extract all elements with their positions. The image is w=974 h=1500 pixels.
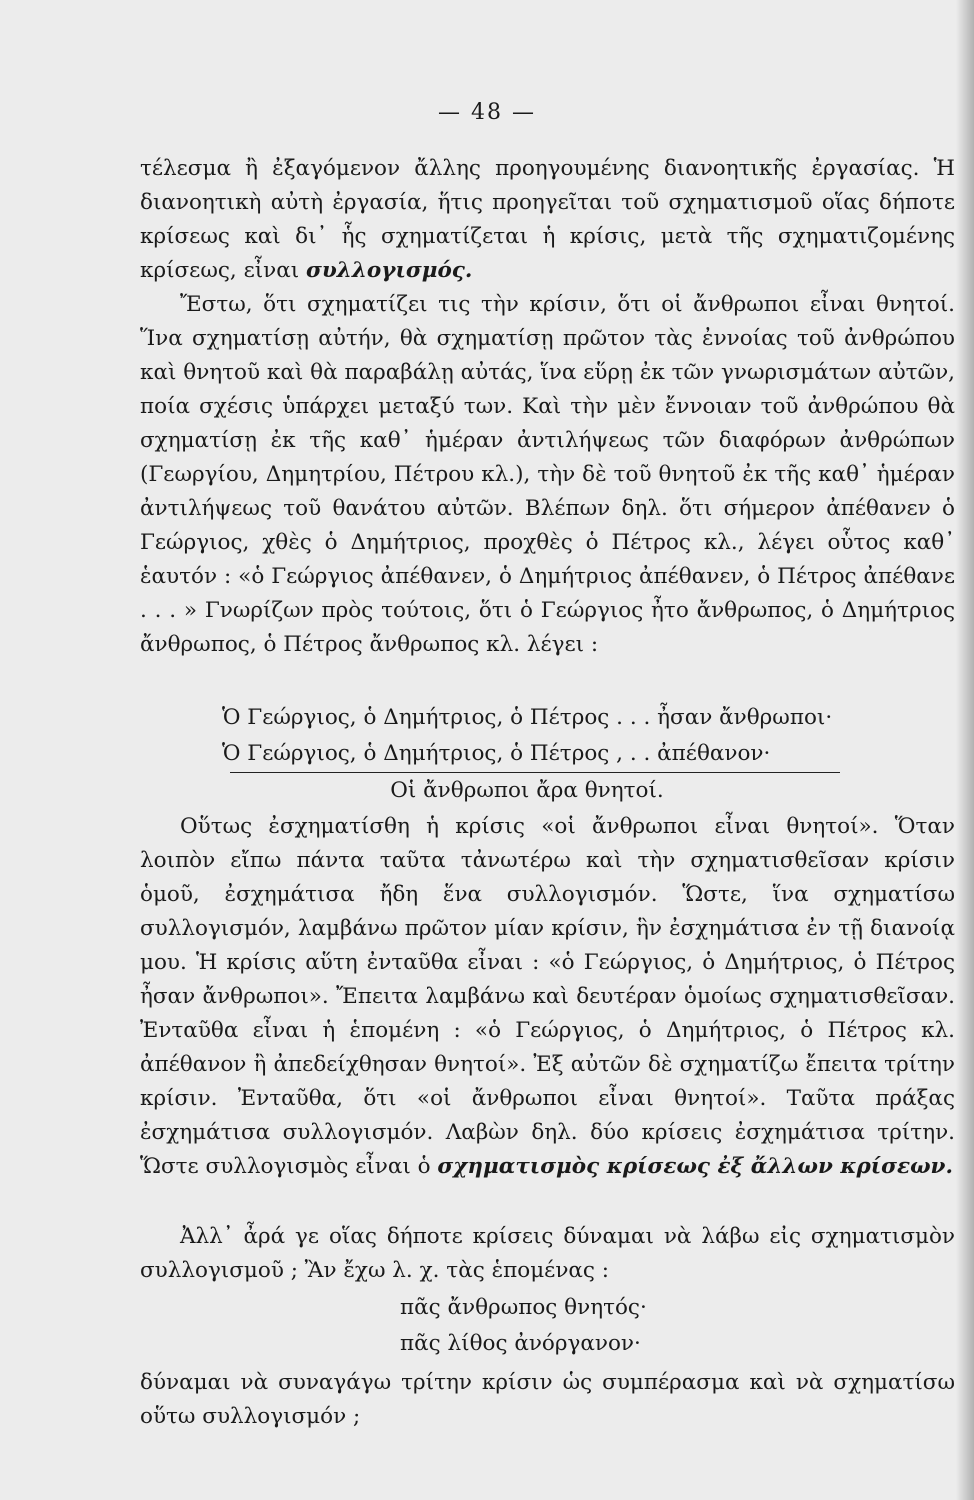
- paragraph-2: Ἔστω, ὅτι σχηματίζει τις τὴν κρίσιν, ὅτι οἱ ἄνθρωποι εἶναι θνητοί. Ἵνα σχηματίσῃ αὐτήν, θὰ σχηματίσῃ πρῶτον τὰς ἐννοίας τοῦ ἀνθρώπου καὶ θνητοῦ καὶ θὰ παραβάλῃ αὐτάς, ἵνα εὕρῃ ἐκ τῶν γνωρισμάτων αὐτῶν, ποία σχέσις ὑπάρχει μεταξύ των. Καὶ τὴν μὲν ἔννοιαν τοῦ ἀνθρώπου θὰ σχηματίσῃ ἐκ τῆς καθ᾿ ἡμέραν ἀντιλήψεως τῶν διαφόρων ἀνθρώπων (Γεωργίου, Δημητρίου, Πέτρου κλ.), τὴν δὲ τοῦ θνητοῦ ἐκ τῆς καθ᾿ ἡμέραν ἀντιλήψεως τοῦ θανάτου αὐτῶν. Βλέπων δηλ. ὅτι σήμερον ἀπέθανεν ὁ Γεώργιος, χθὲς ὁ Δημήτριος, προχθὲς ὁ Πέτρος κλ., λέγει οὗτος καθ᾿ ἑαυτόν : «ὁ Γεώργιος ἀπέθανεν, ὁ Δημήτριος ἀπέθανεν, ὁ Πέτρος ἀπέθανε . . . » Γνωρίζων πρὸς τούτοις, ὅτι ὁ Γεώργιος ἦτο ἄνθρωπος, ὁ Δημήτριος ἄνθρωπος, ὁ Πέτρος ἄνθρωπος κλ. λέγει :: [140, 292, 955, 657]
- example-line-2: πᾶς λίθος ἀνόργανον·: [400, 1331, 641, 1356]
- page-number: — 48 —: [438, 100, 536, 125]
- syllogism-premise-2: Ὁ Γεώργιος, ὁ Δημήτριος, ὁ Πέτρος , . . ἀπέθανον·: [222, 741, 771, 766]
- paragraph-1: [140, 152, 955, 288]
- paragraph-1-text: τέλεσμα ἢ ἐξαγόμενον ἄλλης προηγουμένης διανοητικῆς ἐργασίας. Ἡ διανοητικὴ αὐτὴ ἐργασία, ἥτις προηγεῖται τοῦ σχηματισμοῦ οἵας δήποτε κρίσεως καὶ δι᾿ ἧς σχηματίζεται ἡ κρίσις, μετὰ τῆς σχηματιζομένης κρίσεως, εἶναι: [140, 156, 955, 283]
- page-edge-shadow: [956, 0, 974, 1500]
- paragraph-4: Ἀλλ᾿ ἆρά γε οἵας δήποτε κρίσεις δύναμαι νὰ λάβω εἰς σχηματισμὸν συλλογισμοῦ ; Ἂν ἔχω λ. χ. τὰς ἑπομένας :: [140, 1224, 955, 1283]
- examples-block: [400, 1290, 647, 1362]
- paragraph-3-text: Οὕτως ἐσχηματίσθη ἡ κρίσις «οἱ ἄνθρωποι εἶναι θνητοί». Ὅταν λοιπὸν εἴπω πάντα ταῦτα τἀνωτέρω καὶ τὴν σχηματισθεῖσαν κρίσιν ὁμοῦ, ἐσχημάτισα ἤδη ἕνα συλλογισμόν. Ὥστε, ἵνα σχηματίσω συλλογισμόν, λαμβάνω πρῶτον μίαν κρίσιν, ἣν ἐσχημάτισα ἐν τῇ διανοίᾳ μου. Ἡ κρίσις αὕτη ἐνταῦθα εἶναι : «ὁ Γεώργιος, ὁ Δημήτριος, ὁ Πέτρος ἦσαν ἄνθρωποι». Ἔπειτα λαμβάνω καὶ δευτέραν ὁμοίως σχηματισθεῖσαν. Ἐνταῦθα εἶναι ἡ ἑπομένη : «ὁ Γεώργιος, ὁ Δημήτριος, ὁ Πέτρος κλ. ἀπέθανον ἢ ἀπεδείχθησαν θνητοί». Ἐξ αὐτῶν δὲ σχηματίζω ἔπειτα τρίτην κρίσιν. Ἐνταῦθα, ὅτι «οἱ ἄνθρωποι εἶναι θνητοί». Ταῦτα πράξας ἐσχημάτισα συλλογισμόν. Λαβὼν δηλ. δύο κρίσεις ἐσχημάτισα τρίτην. Ὥστε συλλογισμὸς εἶναι ὁ: [140, 814, 955, 1179]
- syllogism-block: [222, 700, 862, 809]
- paragraph-1-bold: συλλογισμός.: [306, 258, 473, 283]
- paragraph-5: δύναμαι νὰ συναγάγω τρίτην κρίσιν ὡς συμπέρασμα καὶ νὰ σχηματίσω οὕτω συλλογισμόν ;: [140, 1370, 955, 1429]
- paragraph-3: [140, 810, 955, 1184]
- example-line-1: πᾶς ἄνθρωπος θνητός·: [400, 1295, 647, 1320]
- paragraph-3-bold: σχηματισμὸς κρίσεως ἐξ ἄλλων κρίσεων.: [437, 1154, 953, 1179]
- syllogism-premise-1: Ὁ Γεώργιος, ὁ Δημήτριος, ὁ Πέτρος . . . ἦσαν ἄνθρωποι·: [222, 705, 833, 730]
- syllogism-conclusion: Οἱ ἄνθρωποι ἄρα θνητοί.: [390, 778, 664, 803]
